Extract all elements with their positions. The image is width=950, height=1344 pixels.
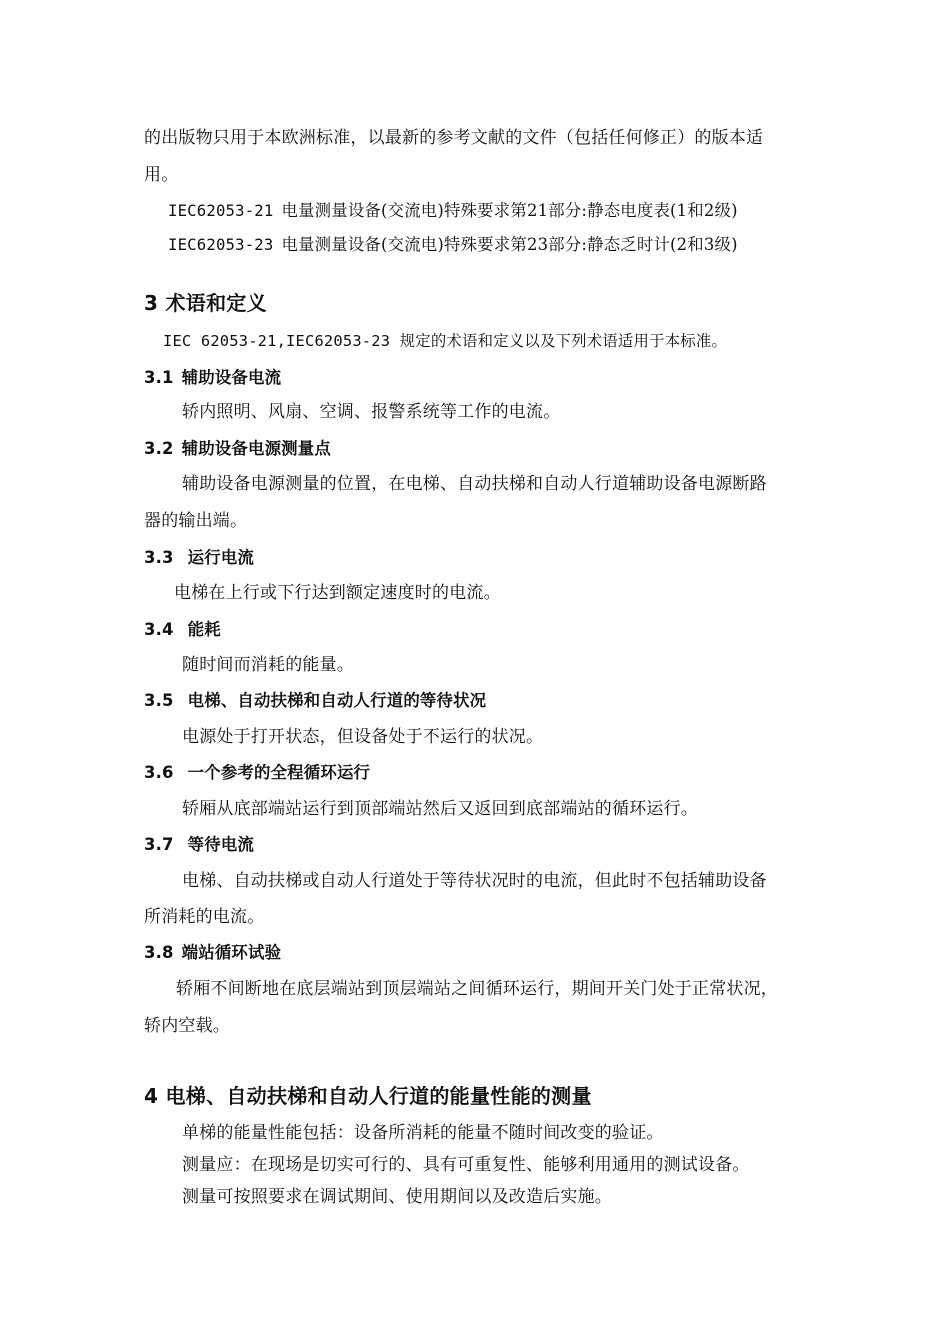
term-title: 辅助设备电源测量点 xyxy=(181,439,331,458)
section-4-paragraph: 单梯的能量性能包括：设备所消耗的能量不随时间改变的验证。 xyxy=(182,1123,664,1143)
reference-item xyxy=(168,199,738,223)
section-4-paragraph: 测量应：在现场是切实可行的、具有可重复性、能够利用通用的测试设备。 xyxy=(182,1155,750,1175)
term-title: 等待电流 xyxy=(187,835,255,854)
term-3-6-definition: 轿厢从底部端站运行到顶部端站然后又返回到底部端站的循环运行。 xyxy=(182,799,698,819)
intro-line-2: 用。 xyxy=(144,165,179,185)
section-4-paragraph: 测量可按照要求在调试期间、使用期间以及改造后实施。 xyxy=(182,1187,612,1207)
term-title: 端站循环试验 xyxy=(181,943,282,962)
section-4-heading: 4 电梯、自动扶梯和自动人行道的能量性能的测量 xyxy=(144,1084,592,1108)
reference-code: IEC62053-21 xyxy=(168,202,274,220)
term-3-8-heading xyxy=(144,941,281,965)
term-title: 一个参考的全程循环运行 xyxy=(187,763,371,782)
term-number: 3.8 xyxy=(144,943,174,962)
term-3-4-definition: 随时间而消耗的能量。 xyxy=(182,655,354,675)
section-3-intro: IEC 62053-21,IEC62053-23 规定的术语和定义以及下列术语适用于本标准。 xyxy=(163,332,728,350)
term-3-8-definition-line-1: 轿厢不间断地在底层端站到顶层端站之间循环运行，期间开关门处于正常状况， xyxy=(176,979,778,999)
intro-line-1: 的出版物只用于本欧洲标准，以最新的参考文献的文件（包括任何修正）的版本适 xyxy=(144,128,764,148)
term-title: 电梯、自动扶梯和自动人行道的等待状况 xyxy=(187,691,487,710)
term-number: 3.3 xyxy=(144,548,174,567)
term-3-7-definition-line-2: 所消耗的电流。 xyxy=(144,907,265,927)
section-3-heading: 3 术语和定义 xyxy=(144,291,267,315)
term-title: 运行电流 xyxy=(187,548,255,567)
term-3-5-definition: 电源处于打开状态，但设备处于不运行的状况。 xyxy=(182,727,544,747)
term-3-4-heading xyxy=(144,618,221,642)
term-3-2-definition-line-2: 器的输出端。 xyxy=(144,511,248,531)
term-3-7-definition-line-1: 电梯、自动扶梯或自动人行道处于等待状况时的电流，但此时不包括辅助设备 xyxy=(182,871,767,891)
term-3-6-heading xyxy=(144,761,370,785)
term-3-2-heading xyxy=(144,437,331,461)
term-3-3-heading xyxy=(144,546,254,570)
reference-title: 电量测量设备(交流电)特殊要求第23部分:静态乏时计(2和3级) xyxy=(281,235,738,254)
term-3-1-definition: 轿内照明、风扇、空调、报警系统等工作的电流。 xyxy=(182,402,561,422)
term-3-8-definition-line-2: 轿内空载。 xyxy=(144,1016,230,1036)
term-number: 3.4 xyxy=(144,620,174,639)
term-3-5-heading xyxy=(144,689,486,713)
term-number: 3.6 xyxy=(144,763,174,782)
term-title: 辅助设备电流 xyxy=(181,368,282,387)
term-number: 3.2 xyxy=(144,439,174,458)
reference-title: 电量测量设备(交流电)特殊要求第21部分:静态电度表(1和2级) xyxy=(281,201,738,220)
term-number: 3.1 xyxy=(144,368,174,387)
term-3-3-definition: 电梯在上行或下行达到额定速度时的电流。 xyxy=(174,583,501,603)
term-number: 3.5 xyxy=(144,691,174,710)
term-title: 能耗 xyxy=(187,620,221,639)
term-3-2-definition-line-1: 辅助设备电源测量的位置，在电梯、自动扶梯和自动人行道辅助设备电源断路 xyxy=(182,474,767,494)
term-3-1-heading xyxy=(144,366,281,390)
reference-code: IEC62053-23 xyxy=(168,236,274,254)
reference-item xyxy=(168,233,738,257)
term-3-7-heading xyxy=(144,833,254,857)
term-number: 3.7 xyxy=(144,835,174,854)
